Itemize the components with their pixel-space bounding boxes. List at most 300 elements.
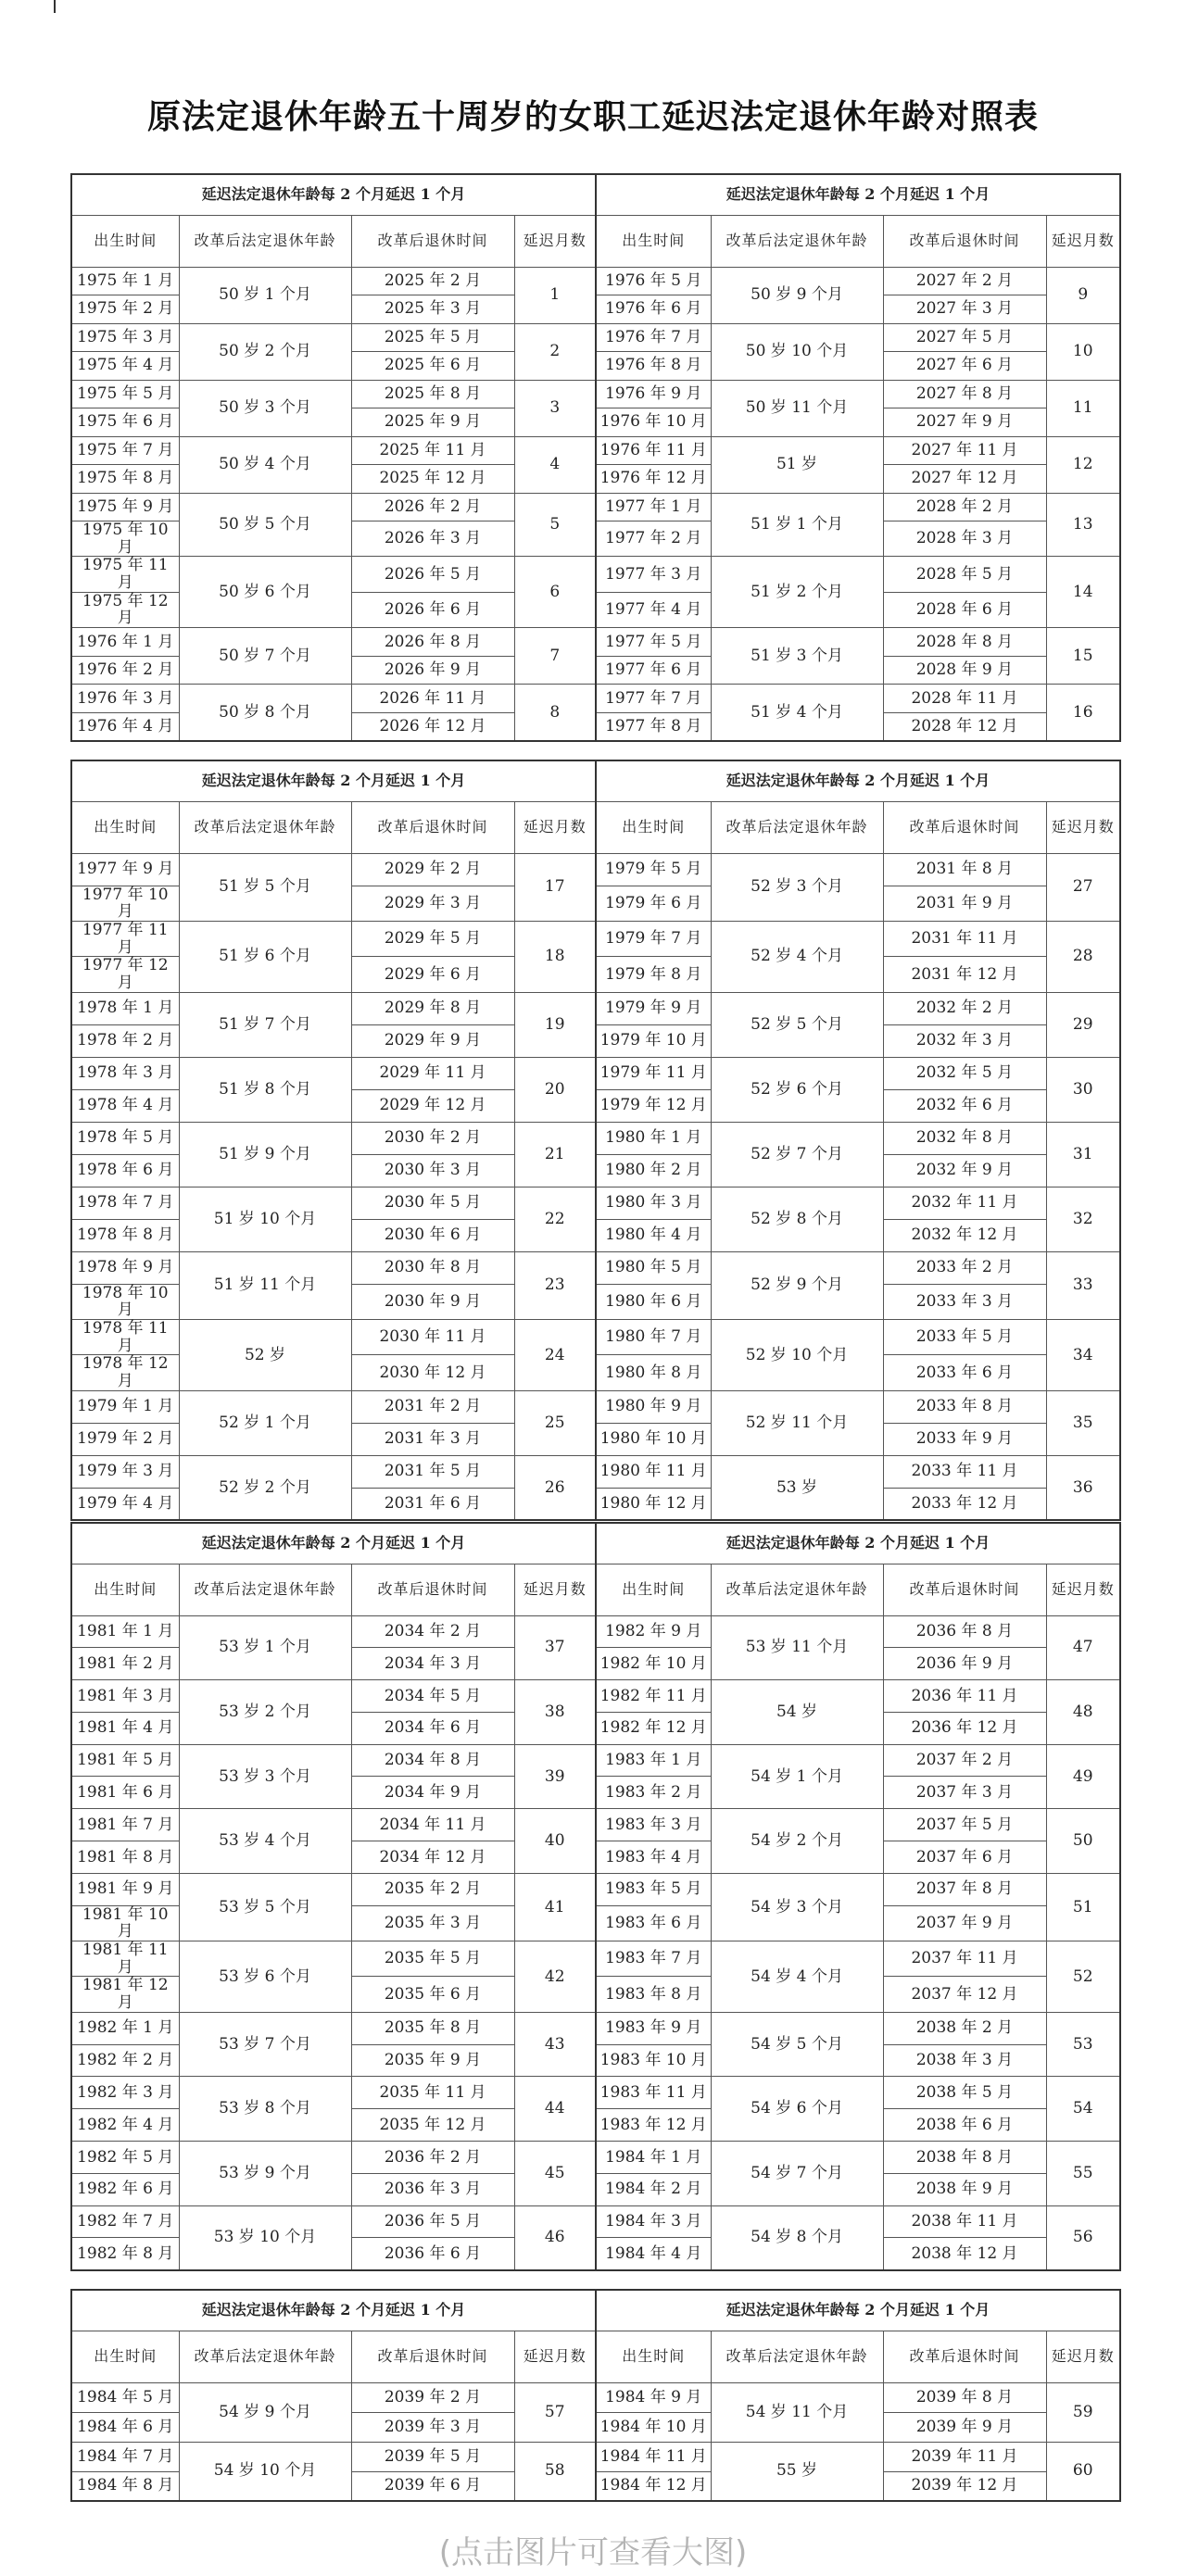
retirement-time-cell: 2030 年 11 月 bbox=[351, 1320, 514, 1355]
retirement-time-cell: 2025 年 5 月 bbox=[351, 323, 514, 352]
retirement-time-cell: 2029 年 2 月 bbox=[351, 853, 514, 886]
table-row bbox=[71, 493, 1120, 521]
retirement-time-cell: 2037 年 9 月 bbox=[883, 1905, 1046, 1941]
retirement-time-cell: 2027 年 12 月 bbox=[883, 465, 1046, 494]
table-row bbox=[71, 436, 1120, 465]
table-row bbox=[71, 1187, 1120, 1219]
delay-months-cell: 9 bbox=[1046, 267, 1120, 323]
table-row bbox=[71, 1873, 1120, 1905]
delay-months-cell: 51 bbox=[1046, 1873, 1120, 1941]
header-birth-left: 出生时间 bbox=[71, 801, 179, 853]
birth-month-cell: 1980 年 3 月 bbox=[596, 1187, 711, 1219]
delay-months-cell: 33 bbox=[1046, 1251, 1120, 1319]
retirement-time-cell: 2030 年 5 月 bbox=[351, 1187, 514, 1219]
birth-month-cell: 1976 年 7 月 bbox=[596, 323, 711, 352]
birth-month-cell: 1981 年 4 月 bbox=[71, 1712, 179, 1744]
birth-month-cell: 1978 年 6 月 bbox=[71, 1154, 179, 1187]
birth-month-cell: 1983 年 3 月 bbox=[596, 1809, 711, 1841]
retirement-time-cell: 2036 年 2 月 bbox=[351, 2141, 514, 2173]
new-retirement-age-cell: 52 岁 3 个月 bbox=[711, 853, 883, 921]
birth-month-cell: 1982 年 1 月 bbox=[71, 2012, 179, 2044]
birth-month-cell: 1984 年 3 月 bbox=[596, 2205, 711, 2238]
new-retirement-age-cell: 51 岁 9 个月 bbox=[179, 1122, 351, 1187]
retirement-time-cell: 2035 年 12 月 bbox=[351, 2109, 514, 2142]
birth-month-cell: 1976 年 4 月 bbox=[71, 712, 179, 741]
delay-months-cell: 29 bbox=[1046, 992, 1120, 1057]
birth-month-cell: 1979 年 3 月 bbox=[71, 1455, 179, 1488]
new-retirement-age-cell: 54 岁 8 个月 bbox=[711, 2205, 883, 2270]
birth-month-cell: 1977 年 9 月 bbox=[71, 853, 179, 886]
new-retirement-age-cell: 54 岁 11 个月 bbox=[711, 2382, 883, 2442]
retirement-time-cell: 2035 年 2 月 bbox=[351, 1873, 514, 1905]
birth-month-cell: 1975 年 7 月 bbox=[71, 436, 179, 465]
new-retirement-age-cell: 51 岁 1 个月 bbox=[711, 493, 883, 557]
retirement-time-cell: 2038 年 8 月 bbox=[883, 2141, 1046, 2173]
retirement-time-cell: 2029 年 8 月 bbox=[351, 992, 514, 1024]
header-birth-left: 出生时间 bbox=[71, 215, 179, 267]
birth-month-cell: 1982 年 7 月 bbox=[71, 2205, 179, 2238]
birth-month-cell: 1984 年 4 月 bbox=[596, 2238, 711, 2270]
retirement-time-cell: 2031 年 9 月 bbox=[883, 886, 1046, 921]
new-retirement-age-cell: 51 岁 3 个月 bbox=[711, 628, 883, 685]
retirement-time-cell: 2028 年 12 月 bbox=[883, 712, 1046, 741]
delay-months-cell: 20 bbox=[514, 1057, 596, 1122]
birth-month-cell: 1977 年 4 月 bbox=[596, 592, 711, 627]
header-new-age-right: 改革后法定退休年龄 bbox=[711, 215, 883, 267]
table-row bbox=[71, 921, 1120, 956]
birth-month-cell: 1982 年 11 月 bbox=[596, 1680, 711, 1713]
new-retirement-age-cell: 51 岁 6 个月 bbox=[179, 921, 351, 992]
retirement-time-cell: 2025 年 12 月 bbox=[351, 465, 514, 494]
header-new-age-right: 改革后法定退休年龄 bbox=[711, 1564, 883, 1615]
retirement-time-cell: 2033 年 3 月 bbox=[883, 1284, 1046, 1319]
birth-month-cell: 1980 年 7 月 bbox=[596, 1320, 711, 1355]
birth-month-cell: 1981 年 7 月 bbox=[71, 1809, 179, 1841]
new-retirement-age-cell: 50 岁 2 个月 bbox=[179, 323, 351, 380]
header-retire-time-right: 改革后退休时间 bbox=[883, 215, 1046, 267]
delay-months-cell: 45 bbox=[514, 2141, 596, 2205]
new-retirement-age-cell: 52 岁 1 个月 bbox=[179, 1390, 351, 1455]
retirement-time-cell: 2036 年 5 月 bbox=[351, 2205, 514, 2238]
retirement-time-cell: 2039 年 5 月 bbox=[351, 2442, 514, 2471]
retirement-time-cell: 2032 年 12 月 bbox=[883, 1219, 1046, 1251]
retirement-time-cell: 2039 年 2 月 bbox=[351, 2382, 514, 2412]
birth-month-cell: 1983 年 11 月 bbox=[596, 2077, 711, 2109]
retirement-time-cell: 2039 年 11 月 bbox=[883, 2442, 1046, 2471]
birth-month-cell: 1982 年 3 月 bbox=[71, 2077, 179, 2109]
retirement-time-cell: 2031 年 2 月 bbox=[351, 1390, 514, 1423]
retirement-time-cell: 2033 年 6 月 bbox=[883, 1355, 1046, 1390]
birth-month-cell: 1978 年 11 月 bbox=[71, 1320, 179, 1355]
retirement-time-cell: 2034 年 9 月 bbox=[351, 1777, 514, 1809]
table-row bbox=[71, 557, 1120, 592]
birth-month-cell: 1977 年 3 月 bbox=[596, 557, 711, 592]
delay-months-cell: 50 bbox=[1046, 1809, 1120, 1874]
new-retirement-age-cell: 54 岁 9 个月 bbox=[179, 2382, 351, 2442]
band-label-right: 延迟法定退休年龄每 2 个月延迟 1 个月 bbox=[596, 760, 1120, 801]
retirement-time-cell: 2034 年 2 月 bbox=[351, 1615, 514, 1648]
retirement-time-cell: 2029 年 5 月 bbox=[351, 921, 514, 956]
delay-months-cell: 37 bbox=[514, 1615, 596, 1680]
retirement-time-cell: 2034 年 3 月 bbox=[351, 1648, 514, 1680]
table-row bbox=[71, 323, 1120, 352]
delay-months-cell: 12 bbox=[1046, 436, 1120, 493]
retirement-time-cell: 2033 年 8 月 bbox=[883, 1390, 1046, 1423]
birth-month-cell: 1975 年 11 月 bbox=[71, 557, 179, 592]
new-retirement-age-cell: 53 岁 6 个月 bbox=[179, 1941, 351, 2013]
birth-month-cell: 1980 年 12 月 bbox=[596, 1488, 711, 1520]
new-retirement-age-cell: 53 岁 9 个月 bbox=[179, 2141, 351, 2205]
header-retire-time-left: 改革后退休时间 bbox=[351, 1564, 514, 1615]
birth-month-cell: 1983 年 10 月 bbox=[596, 2044, 711, 2077]
retirement-time-cell: 2035 年 6 月 bbox=[351, 1977, 514, 2012]
table-row bbox=[71, 1122, 1120, 1154]
header-new-age-left: 改革后法定退休年龄 bbox=[179, 801, 351, 853]
birth-month-cell: 1975 年 3 月 bbox=[71, 323, 179, 352]
delay-months-cell: 23 bbox=[514, 1251, 596, 1319]
birth-month-cell: 1978 年 9 月 bbox=[71, 1251, 179, 1284]
retirement-time-cell: 2035 年 5 月 bbox=[351, 1941, 514, 1977]
retirement-time-cell: 2030 年 3 月 bbox=[351, 1154, 514, 1187]
retirement-time-cell: 2026 年 11 月 bbox=[351, 685, 514, 713]
delay-months-cell: 30 bbox=[1046, 1057, 1120, 1122]
birth-month-cell: 1981 年 11 月 bbox=[71, 1941, 179, 1977]
retirement-time-cell: 2034 年 12 月 bbox=[351, 1841, 514, 1874]
new-retirement-age-cell: 50 岁 8 个月 bbox=[179, 685, 351, 741]
birth-month-cell: 1979 年 10 月 bbox=[596, 1024, 711, 1057]
birth-month-cell: 1979 年 8 月 bbox=[596, 957, 711, 992]
retirement-time-cell: 2032 年 11 月 bbox=[883, 1187, 1046, 1219]
birth-month-cell: 1976 年 1 月 bbox=[71, 628, 179, 657]
delay-months-cell: 24 bbox=[514, 1320, 596, 1391]
retirement-time-cell: 2037 年 5 月 bbox=[883, 1809, 1046, 1841]
retirement-time-cell: 2030 年 8 月 bbox=[351, 1251, 514, 1284]
new-retirement-age-cell: 52 岁 11 个月 bbox=[711, 1390, 883, 1455]
birth-month-cell: 1979 年 4 月 bbox=[71, 1488, 179, 1520]
retirement-time-cell: 2026 年 6 月 bbox=[351, 592, 514, 627]
birth-month-cell: 1984 年 6 月 bbox=[71, 2412, 179, 2442]
retirement-time-cell: 2034 年 11 月 bbox=[351, 1809, 514, 1841]
view-full-image-hint[interactable]: (点击图片可查看大图) bbox=[438, 2534, 748, 2571]
retirement-time-cell: 2029 年 11 月 bbox=[351, 1057, 514, 1089]
retirement-time-cell: 2031 年 3 月 bbox=[351, 1423, 514, 1455]
retirement-time-cell: 2038 年 9 月 bbox=[883, 2173, 1046, 2205]
new-retirement-age-cell: 55 岁 bbox=[711, 2442, 883, 2501]
retirement-time-cell: 2037 年 3 月 bbox=[883, 1777, 1046, 1809]
delay-months-cell: 5 bbox=[514, 493, 596, 557]
birth-month-cell: 1983 年 7 月 bbox=[596, 1941, 711, 1977]
retirement-time-cell: 2039 年 9 月 bbox=[883, 2412, 1046, 2442]
retirement-time-cell: 2028 年 3 月 bbox=[883, 521, 1046, 557]
birth-month-cell: 1984 年 7 月 bbox=[71, 2442, 179, 2471]
birth-month-cell: 1980 年 8 月 bbox=[596, 1355, 711, 1390]
delay-months-cell: 35 bbox=[1046, 1390, 1120, 1455]
birth-month-cell: 1977 年 1 月 bbox=[596, 493, 711, 521]
new-retirement-age-cell: 50 岁 1 个月 bbox=[179, 267, 351, 323]
table-row bbox=[71, 1057, 1120, 1089]
birth-month-cell: 1978 年 2 月 bbox=[71, 1024, 179, 1057]
retirement-time-cell: 2028 年 5 月 bbox=[883, 557, 1046, 592]
birth-month-cell: 1978 年 12 月 bbox=[71, 1355, 179, 1390]
table-row bbox=[71, 1390, 1120, 1423]
delay-months-cell: 2 bbox=[514, 323, 596, 380]
delay-months-cell: 54 bbox=[1046, 2077, 1120, 2142]
new-retirement-age-cell: 51 岁 11 个月 bbox=[179, 1251, 351, 1319]
delay-months-cell: 39 bbox=[514, 1744, 596, 1809]
delay-months-cell: 11 bbox=[1046, 380, 1120, 436]
delay-months-cell: 40 bbox=[514, 1809, 596, 1874]
birth-month-cell: 1983 年 9 月 bbox=[596, 2012, 711, 2044]
delay-months-cell: 55 bbox=[1046, 2141, 1120, 2205]
header-delay-right: 延迟月数 bbox=[1046, 801, 1120, 853]
birth-month-cell: 1976 年 9 月 bbox=[596, 380, 711, 408]
retirement-time-cell: 2035 年 8 月 bbox=[351, 2012, 514, 2044]
birth-month-cell: 1975 年 5 月 bbox=[71, 380, 179, 408]
birth-month-cell: 1979 年 7 月 bbox=[596, 921, 711, 956]
delay-months-cell: 17 bbox=[514, 853, 596, 921]
birth-month-cell: 1981 年 1 月 bbox=[71, 1615, 179, 1648]
birth-month-cell: 1975 年 12 月 bbox=[71, 592, 179, 627]
birth-month-cell: 1982 年 12 月 bbox=[596, 1712, 711, 1744]
new-retirement-age-cell: 51 岁 5 个月 bbox=[179, 853, 351, 921]
new-retirement-age-cell: 52 岁 4 个月 bbox=[711, 921, 883, 992]
birth-month-cell: 1984 年 12 月 bbox=[596, 2471, 711, 2501]
new-retirement-age-cell: 51 岁 7 个月 bbox=[179, 992, 351, 1057]
birth-month-cell: 1982 年 2 月 bbox=[71, 2044, 179, 2077]
table-row bbox=[71, 2141, 1120, 2173]
retirement-time-cell: 2038 年 2 月 bbox=[883, 2012, 1046, 2044]
delay-months-cell: 13 bbox=[1046, 493, 1120, 557]
header-retire-time-right: 改革后退休时间 bbox=[883, 1564, 1046, 1615]
retirement-time-cell: 2032 年 3 月 bbox=[883, 1024, 1046, 1057]
retirement-time-cell: 2038 年 12 月 bbox=[883, 2238, 1046, 2270]
header-birth-right: 出生时间 bbox=[596, 215, 711, 267]
delay-months-cell: 57 bbox=[514, 2382, 596, 2442]
birth-month-cell: 1982 年 4 月 bbox=[71, 2109, 179, 2142]
delay-months-cell: 8 bbox=[514, 685, 596, 741]
delay-months-cell: 18 bbox=[514, 921, 596, 992]
retirement-time-cell: 2029 年 12 月 bbox=[351, 1089, 514, 1122]
new-retirement-age-cell: 52 岁 2 个月 bbox=[179, 1455, 351, 1520]
new-retirement-age-cell: 53 岁 1 个月 bbox=[179, 1615, 351, 1680]
header-delay-left: 延迟月数 bbox=[514, 215, 596, 267]
new-retirement-age-cell: 51 岁 10 个月 bbox=[179, 1187, 351, 1251]
delay-months-cell: 44 bbox=[514, 2077, 596, 2142]
retirement-time-cell: 2028 年 2 月 bbox=[883, 493, 1046, 521]
birth-month-cell: 1978 年 4 月 bbox=[71, 1089, 179, 1122]
delay-months-cell: 16 bbox=[1046, 685, 1120, 741]
birth-month-cell: 1981 年 10 月 bbox=[71, 1905, 179, 1941]
retirement-time-cell: 2028 年 8 月 bbox=[883, 628, 1046, 657]
retirement-time-cell: 2036 年 9 月 bbox=[883, 1648, 1046, 1680]
retirement-time-cell: 2039 年 8 月 bbox=[883, 2382, 1046, 2412]
table-row bbox=[71, 1455, 1120, 1488]
new-retirement-age-cell: 53 岁 bbox=[711, 1455, 883, 1520]
retirement-time-cell: 2036 年 6 月 bbox=[351, 2238, 514, 2270]
table-row bbox=[71, 685, 1120, 713]
retirement-time-cell: 2026 年 2 月 bbox=[351, 493, 514, 521]
header-birth-left: 出生时间 bbox=[71, 1564, 179, 1615]
retirement-time-cell: 2031 年 12 月 bbox=[883, 957, 1046, 992]
birth-month-cell: 1980 年 10 月 bbox=[596, 1423, 711, 1455]
header-new-age-left: 改革后法定退休年龄 bbox=[179, 1564, 351, 1615]
retirement-time-cell: 2032 年 5 月 bbox=[883, 1057, 1046, 1089]
retirement-time-cell: 2036 年 8 月 bbox=[883, 1615, 1046, 1648]
header-retire-time-right: 改革后退休时间 bbox=[883, 2331, 1046, 2382]
birth-month-cell: 1982 年 6 月 bbox=[71, 2173, 179, 2205]
retirement-time-cell: 2027 年 2 月 bbox=[883, 267, 1046, 295]
new-retirement-age-cell: 53 岁 7 个月 bbox=[179, 2012, 351, 2077]
retirement-time-cell: 2035 年 11 月 bbox=[351, 2077, 514, 2109]
retirement-time-cell: 2030 年 6 月 bbox=[351, 1219, 514, 1251]
new-retirement-age-cell: 54 岁 4 个月 bbox=[711, 1941, 883, 2013]
page-title: 原法定退休年龄五十周岁的女职工延迟法定退休年龄对照表 bbox=[146, 97, 1039, 136]
retirement-time-cell: 2029 年 3 月 bbox=[351, 886, 514, 921]
band-label-right: 延迟法定退休年龄每 2 个月延迟 1 个月 bbox=[596, 1523, 1120, 1564]
retirement-time-cell: 2029 年 6 月 bbox=[351, 957, 514, 992]
delay-months-cell: 19 bbox=[514, 992, 596, 1057]
delay-months-cell: 22 bbox=[514, 1187, 596, 1251]
new-retirement-age-cell: 51 岁 4 个月 bbox=[711, 685, 883, 741]
retirement-time-cell: 2035 年 9 月 bbox=[351, 2044, 514, 2077]
new-retirement-age-cell: 52 岁 8 个月 bbox=[711, 1187, 883, 1251]
delay-months-cell: 52 bbox=[1046, 1941, 1120, 2013]
retirement-time-cell: 2026 年 5 月 bbox=[351, 557, 514, 592]
birth-month-cell: 1976 年 6 月 bbox=[596, 295, 711, 324]
retirement-time-cell: 2037 年 8 月 bbox=[883, 1873, 1046, 1905]
delay-months-cell: 53 bbox=[1046, 2012, 1120, 2077]
header-retire-time-left: 改革后退休时间 bbox=[351, 801, 514, 853]
birth-month-cell: 1977 年 8 月 bbox=[596, 712, 711, 741]
retirement-time-cell: 2026 年 3 月 bbox=[351, 521, 514, 557]
lookup-table-3 bbox=[70, 1522, 1121, 2271]
birth-month-cell: 1976 年 8 月 bbox=[596, 352, 711, 381]
retirement-time-cell: 2038 年 11 月 bbox=[883, 2205, 1046, 2238]
retirement-time-cell: 2033 年 5 月 bbox=[883, 1320, 1046, 1355]
header-delay-left: 延迟月数 bbox=[514, 2331, 596, 2382]
table-row bbox=[71, 853, 1120, 886]
new-retirement-age-cell: 54 岁 1 个月 bbox=[711, 1744, 883, 1809]
delay-months-cell: 25 bbox=[514, 1390, 596, 1455]
delay-months-cell: 47 bbox=[1046, 1615, 1120, 1680]
birth-month-cell: 1980 年 4 月 bbox=[596, 1219, 711, 1251]
header-delay-right: 延迟月数 bbox=[1046, 2331, 1120, 2382]
new-retirement-age-cell: 52 岁 bbox=[179, 1320, 351, 1391]
new-retirement-age-cell: 54 岁 3 个月 bbox=[711, 1873, 883, 1941]
birth-month-cell: 1982 年 10 月 bbox=[596, 1648, 711, 1680]
delay-months-cell: 58 bbox=[514, 2442, 596, 2501]
birth-month-cell: 1977 年 5 月 bbox=[596, 628, 711, 657]
retirement-time-cell: 2036 年 12 月 bbox=[883, 1712, 1046, 1744]
delay-months-cell: 34 bbox=[1046, 1320, 1120, 1391]
delay-months-cell: 6 bbox=[514, 557, 596, 628]
birth-month-cell: 1977 年 12 月 bbox=[71, 957, 179, 992]
retirement-time-cell: 2031 年 5 月 bbox=[351, 1455, 514, 1488]
retirement-time-cell: 2026 年 8 月 bbox=[351, 628, 514, 657]
retirement-time-cell: 2028 年 9 月 bbox=[883, 656, 1046, 685]
birth-month-cell: 1983 年 5 月 bbox=[596, 1873, 711, 1905]
band-label-left: 延迟法定退休年龄每 2 个月延迟 1 个月 bbox=[71, 174, 596, 215]
retirement-time-cell: 2037 年 11 月 bbox=[883, 1941, 1046, 1977]
retirement-time-cell: 2032 年 9 月 bbox=[883, 1154, 1046, 1187]
delay-months-cell: 59 bbox=[1046, 2382, 1120, 2442]
table-row bbox=[71, 1615, 1120, 1648]
delay-months-cell: 43 bbox=[514, 2012, 596, 2077]
new-retirement-age-cell: 54 岁 10 个月 bbox=[179, 2442, 351, 2501]
retirement-time-cell: 2027 年 11 月 bbox=[883, 436, 1046, 465]
band-label-left: 延迟法定退休年龄每 2 个月延迟 1 个月 bbox=[71, 2290, 596, 2331]
new-retirement-age-cell: 54 岁 5 个月 bbox=[711, 2012, 883, 2077]
new-retirement-age-cell: 50 岁 10 个月 bbox=[711, 323, 883, 380]
retirement-time-cell: 2033 年 2 月 bbox=[883, 1251, 1046, 1284]
delay-months-cell: 3 bbox=[514, 380, 596, 436]
birth-month-cell: 1984 年 1 月 bbox=[596, 2141, 711, 2173]
birth-month-cell: 1983 年 6 月 bbox=[596, 1905, 711, 1941]
delay-months-cell: 38 bbox=[514, 1680, 596, 1745]
retirement-time-cell: 2035 年 3 月 bbox=[351, 1905, 514, 1941]
delay-months-cell: 56 bbox=[1046, 2205, 1120, 2270]
lookup-table-2 bbox=[70, 760, 1121, 1521]
header-new-age-right: 改革后法定退休年龄 bbox=[711, 2331, 883, 2382]
header-birth-right: 出生时间 bbox=[596, 2331, 711, 2382]
birth-month-cell: 1979 年 6 月 bbox=[596, 886, 711, 921]
retirement-time-cell: 2030 年 9 月 bbox=[351, 1284, 514, 1319]
delay-months-cell: 27 bbox=[1046, 853, 1120, 921]
lookup-table-4 bbox=[70, 2289, 1121, 2502]
band-label-left: 延迟法定退休年龄每 2 个月延迟 1 个月 bbox=[71, 1523, 596, 1564]
header-birth-right: 出生时间 bbox=[596, 1564, 711, 1615]
delay-months-cell: 49 bbox=[1046, 1744, 1120, 1809]
header-delay-left: 延迟月数 bbox=[514, 801, 596, 853]
header-delay-right: 延迟月数 bbox=[1046, 1564, 1120, 1615]
birth-month-cell: 1978 年 10 月 bbox=[71, 1284, 179, 1319]
birth-month-cell: 1981 年 8 月 bbox=[71, 1841, 179, 1874]
new-retirement-age-cell: 51 岁 bbox=[711, 436, 883, 493]
retirement-time-cell: 2039 年 12 月 bbox=[883, 2471, 1046, 2501]
retirement-time-cell: 2038 年 6 月 bbox=[883, 2109, 1046, 2142]
retirement-time-cell: 2031 年 6 月 bbox=[351, 1488, 514, 1520]
birth-month-cell: 1976 年 12 月 bbox=[596, 465, 711, 494]
header-delay-right: 延迟月数 bbox=[1046, 215, 1120, 267]
birth-month-cell: 1976 年 5 月 bbox=[596, 267, 711, 295]
birth-month-cell: 1981 年 12 月 bbox=[71, 1977, 179, 2012]
retirement-time-cell: 2037 年 6 月 bbox=[883, 1841, 1046, 1874]
retirement-time-cell: 2031 年 8 月 bbox=[883, 853, 1046, 886]
table-row bbox=[71, 1680, 1120, 1713]
table-row bbox=[71, 2382, 1120, 2412]
delay-months-cell: 4 bbox=[514, 436, 596, 493]
new-retirement-age-cell: 53 岁 4 个月 bbox=[179, 1809, 351, 1874]
retirement-time-cell: 2028 年 11 月 bbox=[883, 685, 1046, 713]
table-row bbox=[71, 1744, 1120, 1777]
birth-month-cell: 1975 年 8 月 bbox=[71, 465, 179, 494]
new-retirement-age-cell: 50 岁 3 个月 bbox=[179, 380, 351, 436]
retirement-time-cell: 2033 年 12 月 bbox=[883, 1488, 1046, 1520]
retirement-time-cell: 2037 年 2 月 bbox=[883, 1744, 1046, 1777]
new-retirement-age-cell: 53 岁 10 个月 bbox=[179, 2205, 351, 2270]
delay-months-cell: 21 bbox=[514, 1122, 596, 1187]
birth-month-cell: 1977 年 7 月 bbox=[596, 685, 711, 713]
birth-month-cell: 1976 年 10 月 bbox=[596, 408, 711, 437]
header-new-age-left: 改革后法定退休年龄 bbox=[179, 215, 351, 267]
new-retirement-age-cell: 52 岁 9 个月 bbox=[711, 1251, 883, 1319]
new-retirement-age-cell: 50 岁 6 个月 bbox=[179, 557, 351, 628]
birth-month-cell: 1983 年 2 月 bbox=[596, 1777, 711, 1809]
new-retirement-age-cell: 54 岁 bbox=[711, 1680, 883, 1745]
birth-month-cell: 1980 年 6 月 bbox=[596, 1284, 711, 1319]
birth-month-cell: 1979 年 5 月 bbox=[596, 853, 711, 886]
delay-months-cell: 46 bbox=[514, 2205, 596, 2270]
